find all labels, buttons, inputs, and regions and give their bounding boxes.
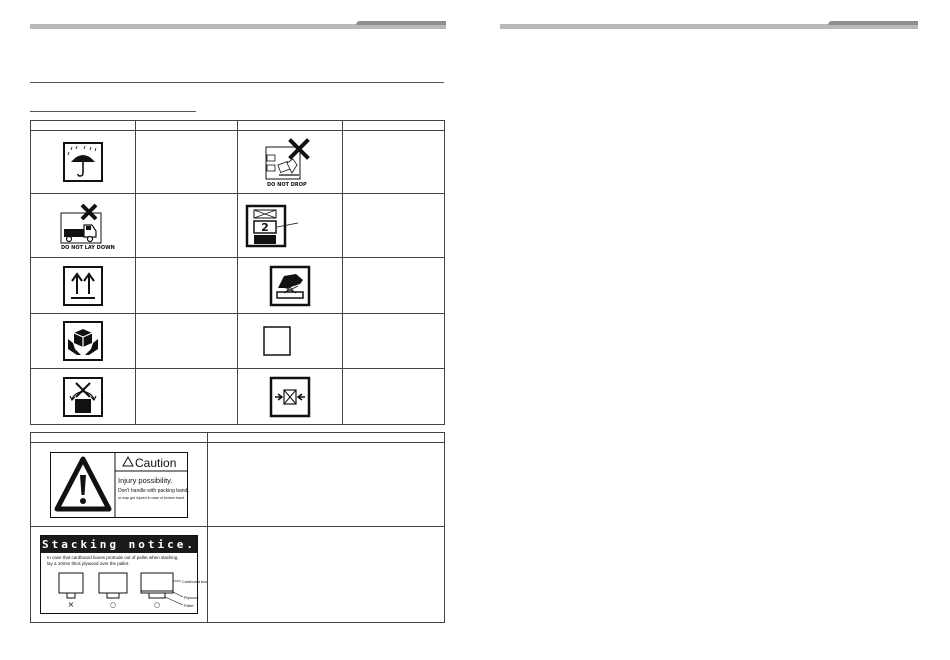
label-description-cell (208, 443, 445, 527)
caution-label (50, 452, 188, 518)
symbols-table-header (31, 121, 445, 131)
header-cell (31, 121, 136, 131)
mark-good-1: ○ (109, 601, 117, 609)
this-way-up-arrows-icon (63, 266, 103, 306)
stacking-text-line2: lay a 10mm thick plywood over the pallet. (47, 561, 130, 566)
handling-symbols-table (30, 120, 445, 425)
header-cell (136, 121, 238, 131)
subsection-rule (30, 111, 196, 112)
labels-table-header (31, 433, 445, 443)
left-header-tab (356, 21, 446, 25)
header-cell (343, 121, 445, 131)
do-not-lay-down-icon (58, 201, 115, 251)
stacking-diagram (41, 569, 208, 613)
right-page-header-bar (500, 24, 918, 29)
do-not-tip-icon (63, 377, 103, 417)
caution-heading: Caution (135, 455, 177, 470)
do-not-drop-label: DO NOT DROP (267, 182, 307, 188)
label-description-cell (208, 527, 445, 623)
do-not-drop-icon (265, 135, 315, 189)
symbol-description-cell (343, 131, 445, 194)
left-page-header-bar (30, 24, 446, 29)
stacking-text-line1: In case that cardboard boxes protrude out of pallet when stacking, (47, 555, 179, 560)
symbol-cell (238, 131, 343, 194)
table-row (31, 194, 445, 258)
right-header-tab (828, 21, 918, 25)
legend-plywood: Plywood (184, 596, 199, 600)
handle-with-care-hands-icon (63, 321, 103, 361)
symbol-description-cell (136, 131, 238, 194)
mark-bad: × (67, 600, 75, 609)
table-row (31, 131, 445, 194)
caution-mini-triangle-icon (123, 457, 133, 466)
caution-line3: or may get injured in case of broken band. (118, 495, 186, 500)
symbol-description-cell (343, 258, 445, 314)
empty-symbol-box-icon (263, 326, 291, 356)
symbol-cell (31, 194, 136, 258)
symbol-description-cell (136, 314, 238, 369)
header-cell (31, 433, 208, 443)
table-row (31, 527, 445, 623)
stack-limit-icon (246, 205, 302, 247)
caution-line2: Don't handle with packing band, (118, 487, 189, 494)
symbol-cell (31, 314, 136, 369)
symbol-cell (238, 314, 343, 369)
symbol-description-cell (136, 369, 238, 425)
symbol-cell (31, 258, 136, 314)
symbol-cell (31, 131, 136, 194)
symbol-cell (238, 194, 343, 258)
symbol-description-cell (343, 194, 445, 258)
table-row (31, 258, 445, 314)
symbol-cell (238, 369, 343, 425)
stack-limit-number: 2 (261, 220, 269, 234)
label-image-cell (31, 443, 208, 527)
symbol-cell (31, 369, 136, 425)
stacking-notice-text (41, 553, 197, 569)
symbol-description-cell (136, 194, 238, 258)
stacking-notice-title: Stacking notice. (42, 538, 196, 551)
warning-triangle-icon (57, 459, 109, 509)
do-not-step-on-icon (270, 266, 310, 306)
header-cell (238, 121, 343, 131)
legend-cardbox: Cardboard box (182, 580, 208, 584)
symbol-description-cell (136, 258, 238, 314)
symbol-cell (238, 258, 343, 314)
stacking-notice-label (40, 535, 208, 614)
table-row (31, 369, 445, 425)
mark-good-2: ○ (153, 601, 161, 609)
keep-dry-umbrella-icon (63, 142, 103, 182)
caution-line1: Injury possibility. (118, 475, 173, 485)
legend-pallet: Pallet (184, 604, 194, 608)
do-not-lay-down-label: DO NOT LAY DOWN (61, 244, 115, 251)
symbol-description-cell (343, 369, 445, 425)
table-row (31, 443, 445, 527)
warning-labels-table (30, 432, 445, 623)
label-image-cell (31, 527, 208, 623)
header-cell (208, 433, 445, 443)
clamp-here-icon (270, 377, 310, 417)
table-row (31, 314, 445, 369)
symbol-description-cell (343, 314, 445, 369)
section-rule (30, 82, 444, 83)
